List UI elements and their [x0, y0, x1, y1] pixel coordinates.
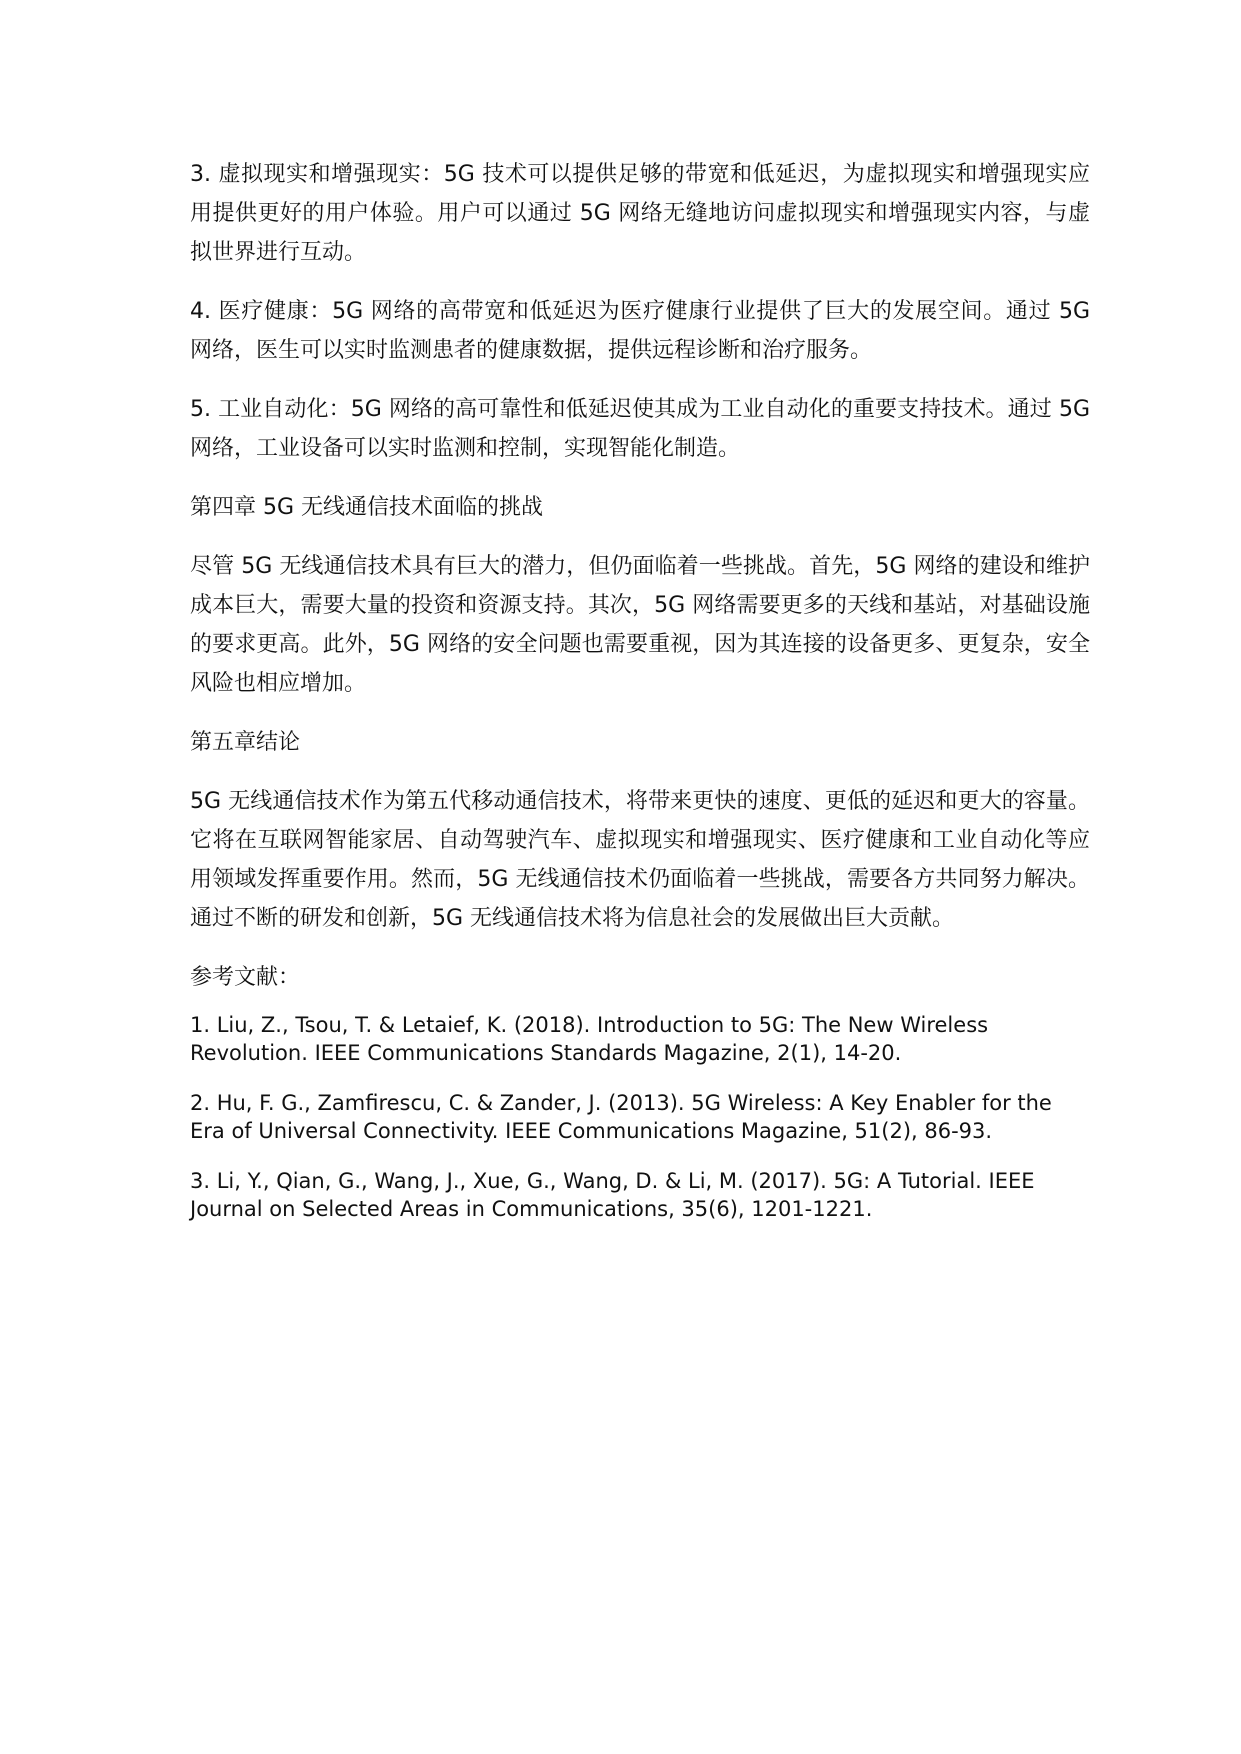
references-title: 参考文献： [190, 965, 301, 990]
reference-item: 1. Liu, Z., Tsou, T. & Letaief, K. (2018). Introduction to 5G: The New Wireless Revolution. IEEE Communications Standards Magazine, 2(1), 14-20. [190, 1013, 989, 1065]
chapter-4-heading: 第四章 5G 无线通信技术面临的挑战 [190, 495, 544, 520]
paragraph-industrial-automation: 5. 工业自动化：5G 网络的高可靠性和低延迟使其成为工业自动化的重要支持技术。通过 5G 网络，工业设备可以实时监测和控制，实现智能化制造。 [190, 397, 1090, 461]
page-content [190, 155, 1090, 1245]
chapter-5-body: 5G 无线通信技术作为第五代移动通信技术，将带来更快的速度、更低的延迟和更大的容量。它将在互联网智能家居、自动驾驶汽车、虚拟现实和增强现实、医疗健康和工业自动化等应用领域发挥重要作用。然而，5G 无线通信技术仍面临着一些挑战，需要各方共同努力解决。通过不断的研发和创新，5G 无线通信技术将为信息社会的发展做出巨大贡献。 [190, 789, 1090, 931]
reference-item: 3. Li, Y., Qian, G., Wang, J., Xue, G., Wang, D. & Li, M. (2017). 5G: A Tutorial. IEEE Journal on Selected Areas in Communications, 35(6), 1201-1221. [190, 1169, 1035, 1221]
chapter-4-body: 尽管 5G 无线通信技术具有巨大的潜力，但仍面临着一些挑战。首先，5G 网络的建设和维护成本巨大，需要大量的投资和资源支持。其次，5G 网络需要更多的天线和基站，对基础设施的要求更高。此外，5G 网络的安全问题也需要重视，因为其连接的设备更多、更复杂，安全风险也相应增加。 [190, 554, 1090, 696]
chapter-5-heading: 第五章结论 [190, 730, 301, 755]
reference-item: 2. Hu, F. G., Zamfirescu, C. & Zander, J. (2013). 5G Wireless: A Key Enabler for the Era of Universal Connectivity. IEEE Communications Magazine, 51(2), 86-93. [190, 1091, 1052, 1143]
paragraph-vr-ar: 3. 虚拟现实和增强现实：5G 技术可以提供足够的带宽和低延迟，为虚拟现实和增强现实应用提供更好的用户体验。用户可以通过 5G 网络无缝地访问虚拟现实和增强现实内容，与虚拟世界进行互动。 [190, 162, 1090, 265]
paragraph-healthcare: 4. 医疗健康：5G 网络的高带宽和低延迟为医疗健康行业提供了巨大的发展空间。通过 5G 网络，医生可以实时监测患者的健康数据，提供远程诊断和治疗服务。 [190, 299, 1090, 363]
